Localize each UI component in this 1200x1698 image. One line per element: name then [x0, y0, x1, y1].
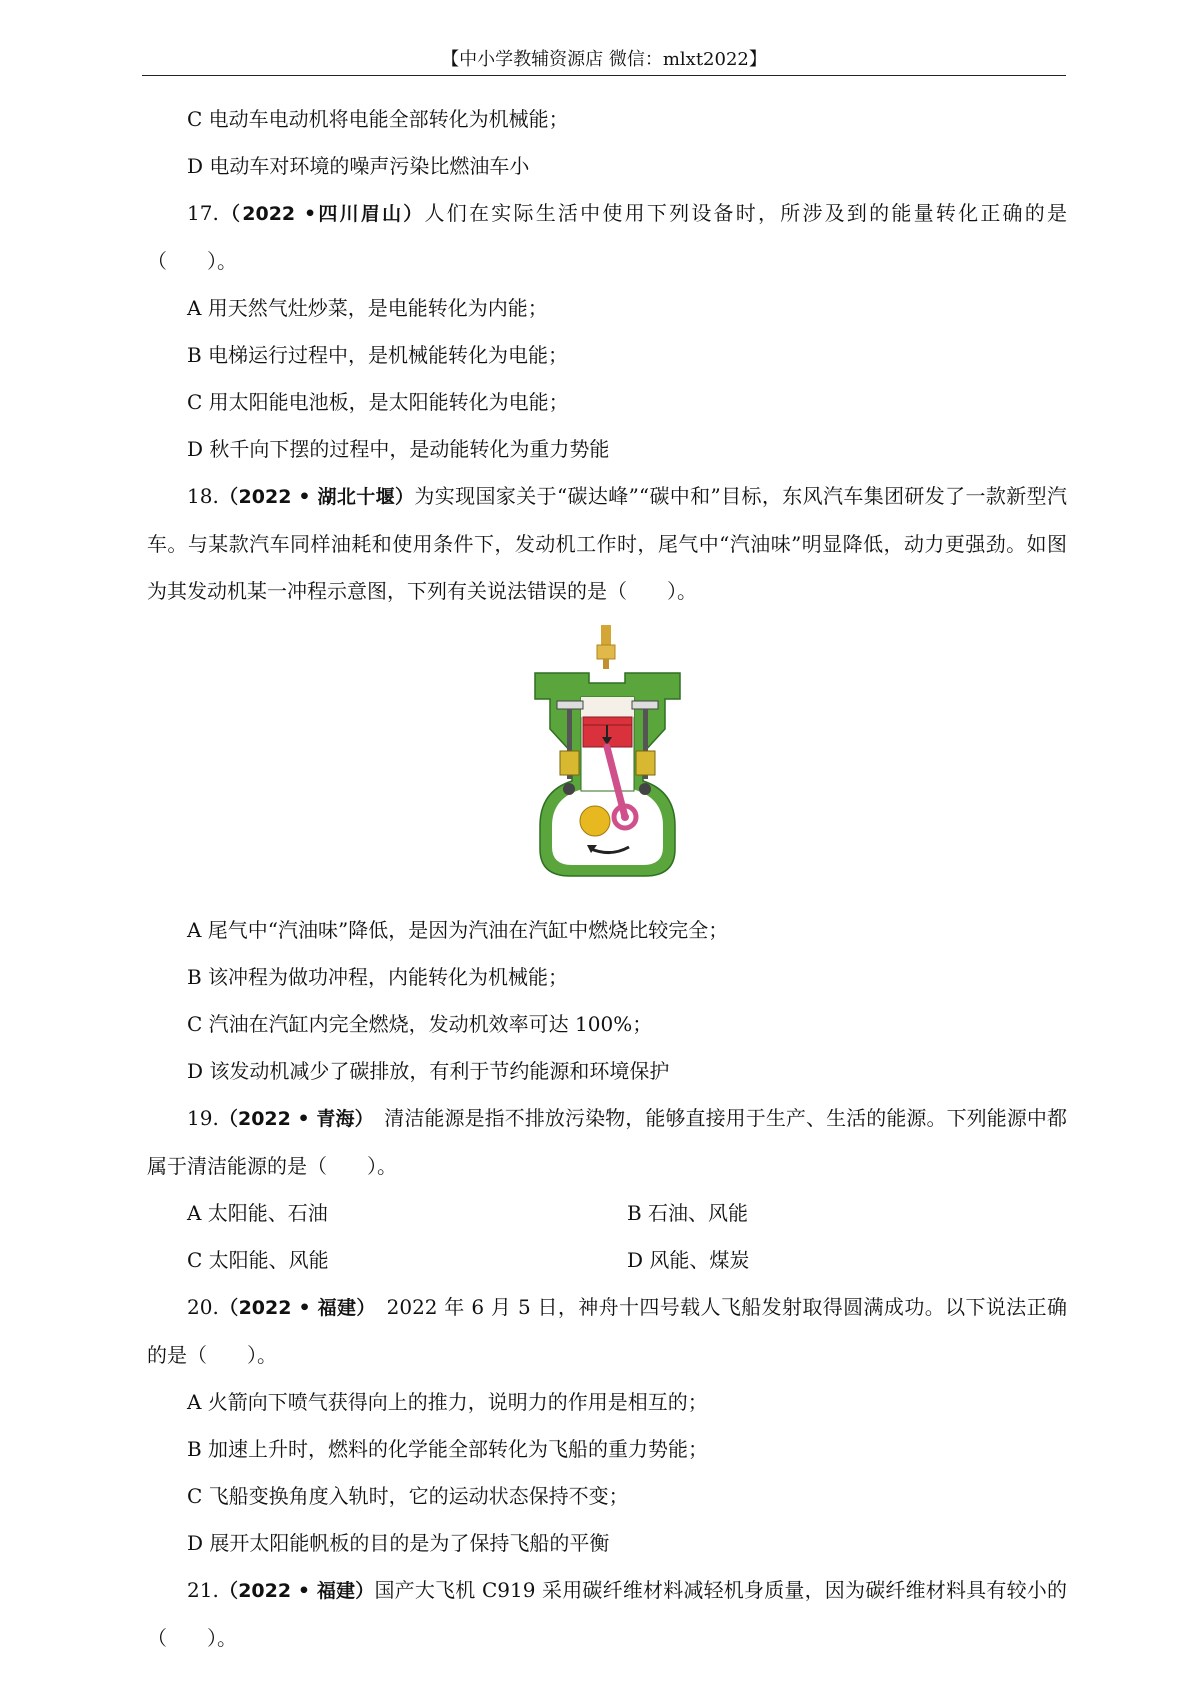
- q17-text: 人们在实际生活中使用下列设备时，所涉及到的能量转化正确的是（ ）。: [147, 201, 1068, 273]
- q16-option-c: C 电动车电动机将电能全部转化为机械能；: [187, 107, 569, 131]
- q17-option-b: B 电梯运行过程中，是机械能转化为电能；: [187, 343, 569, 367]
- q20-number: 20.: [187, 1295, 219, 1319]
- q19-source: （2022 • 青海）: [218, 1108, 365, 1130]
- q16-option-d: D 电动车对环境的噪声污染比燃油车小: [187, 154, 530, 178]
- q17-number: 17.: [187, 201, 219, 225]
- q21-source: （2022 • 福建）: [218, 1580, 375, 1602]
- q19-option-d: D 风能、煤炭: [627, 1248, 750, 1272]
- q19-number: 19.: [187, 1106, 219, 1130]
- q19-option-a: A 太阳能、石油: [187, 1201, 328, 1225]
- q20-text: 2022 年 6 月 5 日，神舟十四号载人飞船发射取得圆满成功。以下说法正确的是（ ）。: [147, 1295, 1067, 1367]
- page-header: 【中小学教辅资源店 微信：mlxt2022】: [441, 49, 767, 70]
- q18-source: （2022 • 湖北十堰）: [218, 486, 415, 508]
- q18-option-b: B 该冲程为做功冲程，内能转化为机械能；: [187, 965, 569, 989]
- q18-text: 为实现国家关于“碳达峰”“碳中和”目标，东风汽车集团研发了一款新型汽车。与某款汽车同样油耗和使用条件下，发动机工作时，尾气中“汽油味”明显降低，动力更强劲。如图为其发动机某一冲程示意图，下列有关说法错误的是（ ）。: [147, 484, 1067, 603]
- q20-stem: [147, 1284, 1067, 1379]
- q18-option-d: D 该发动机减少了碳排放，有利于节约能源和环境保护: [187, 1059, 670, 1083]
- q21-text: 国产大飞机 C919 采用碳纤维材料减轻机身质量，因为碳纤维材料具有较小的（ ）。: [147, 1578, 1067, 1650]
- q20-source: （2022 • 福建）: [218, 1297, 367, 1319]
- q20-option-c: C 飞船变换角度入轨时，它的运动状态保持不变；: [187, 1484, 629, 1508]
- header-divider: [142, 75, 1066, 76]
- q19-options-row-1: [147, 1190, 1067, 1237]
- engine-figure: [147, 615, 1067, 907]
- q18-option-c: C 汽油在汽缸内完全燃烧，发动机效率可达 100%；: [187, 1012, 653, 1036]
- q18-option-a: A 尾气中“汽油味”降低，是因为汽油在汽缸中燃烧比较完全；: [187, 918, 729, 942]
- q19-stem: [147, 1095, 1067, 1190]
- q21-number: 21.: [187, 1578, 219, 1602]
- q17-stem: [147, 190, 1067, 285]
- q20-option-a: A 火箭向下喷气获得向上的推力，说明力的作用是相互的；: [187, 1390, 708, 1414]
- q17-source: （2022 •四川眉山）: [218, 203, 425, 225]
- q18-stem: [147, 473, 1067, 615]
- q19-options-row-2: [147, 1237, 1067, 1284]
- q20-option-b: B 加速上升时，燃料的化学能全部转化为飞船的重力势能；: [187, 1437, 709, 1461]
- q19-text: 清洁能源是指不排放污染物，能够直接用于生产、生活的能源。下列能源中都属于清洁能源的是（ ）。: [147, 1106, 1067, 1178]
- q19-option-b: B 石油、风能: [627, 1201, 749, 1225]
- q21-stem: [147, 1567, 1067, 1662]
- q17-option-d: D 秋千向下摆的过程中，是动能转化为重力势能: [187, 437, 610, 461]
- engine-stroke-diagram-icon: [525, 621, 690, 881]
- q19-option-c: C 太阳能、风能: [187, 1248, 329, 1272]
- q17-option-c: C 用太阳能电池板，是太阳能转化为电能；: [187, 390, 569, 414]
- page-content: [147, 96, 1067, 1662]
- q20-option-d: D 展开太阳能帆板的目的是为了保持飞船的平衡: [187, 1531, 610, 1555]
- q17-option-a: A 用天然气灶炒菜，是电能转化为内能；: [187, 296, 548, 320]
- q18-number: 18.: [187, 484, 219, 508]
